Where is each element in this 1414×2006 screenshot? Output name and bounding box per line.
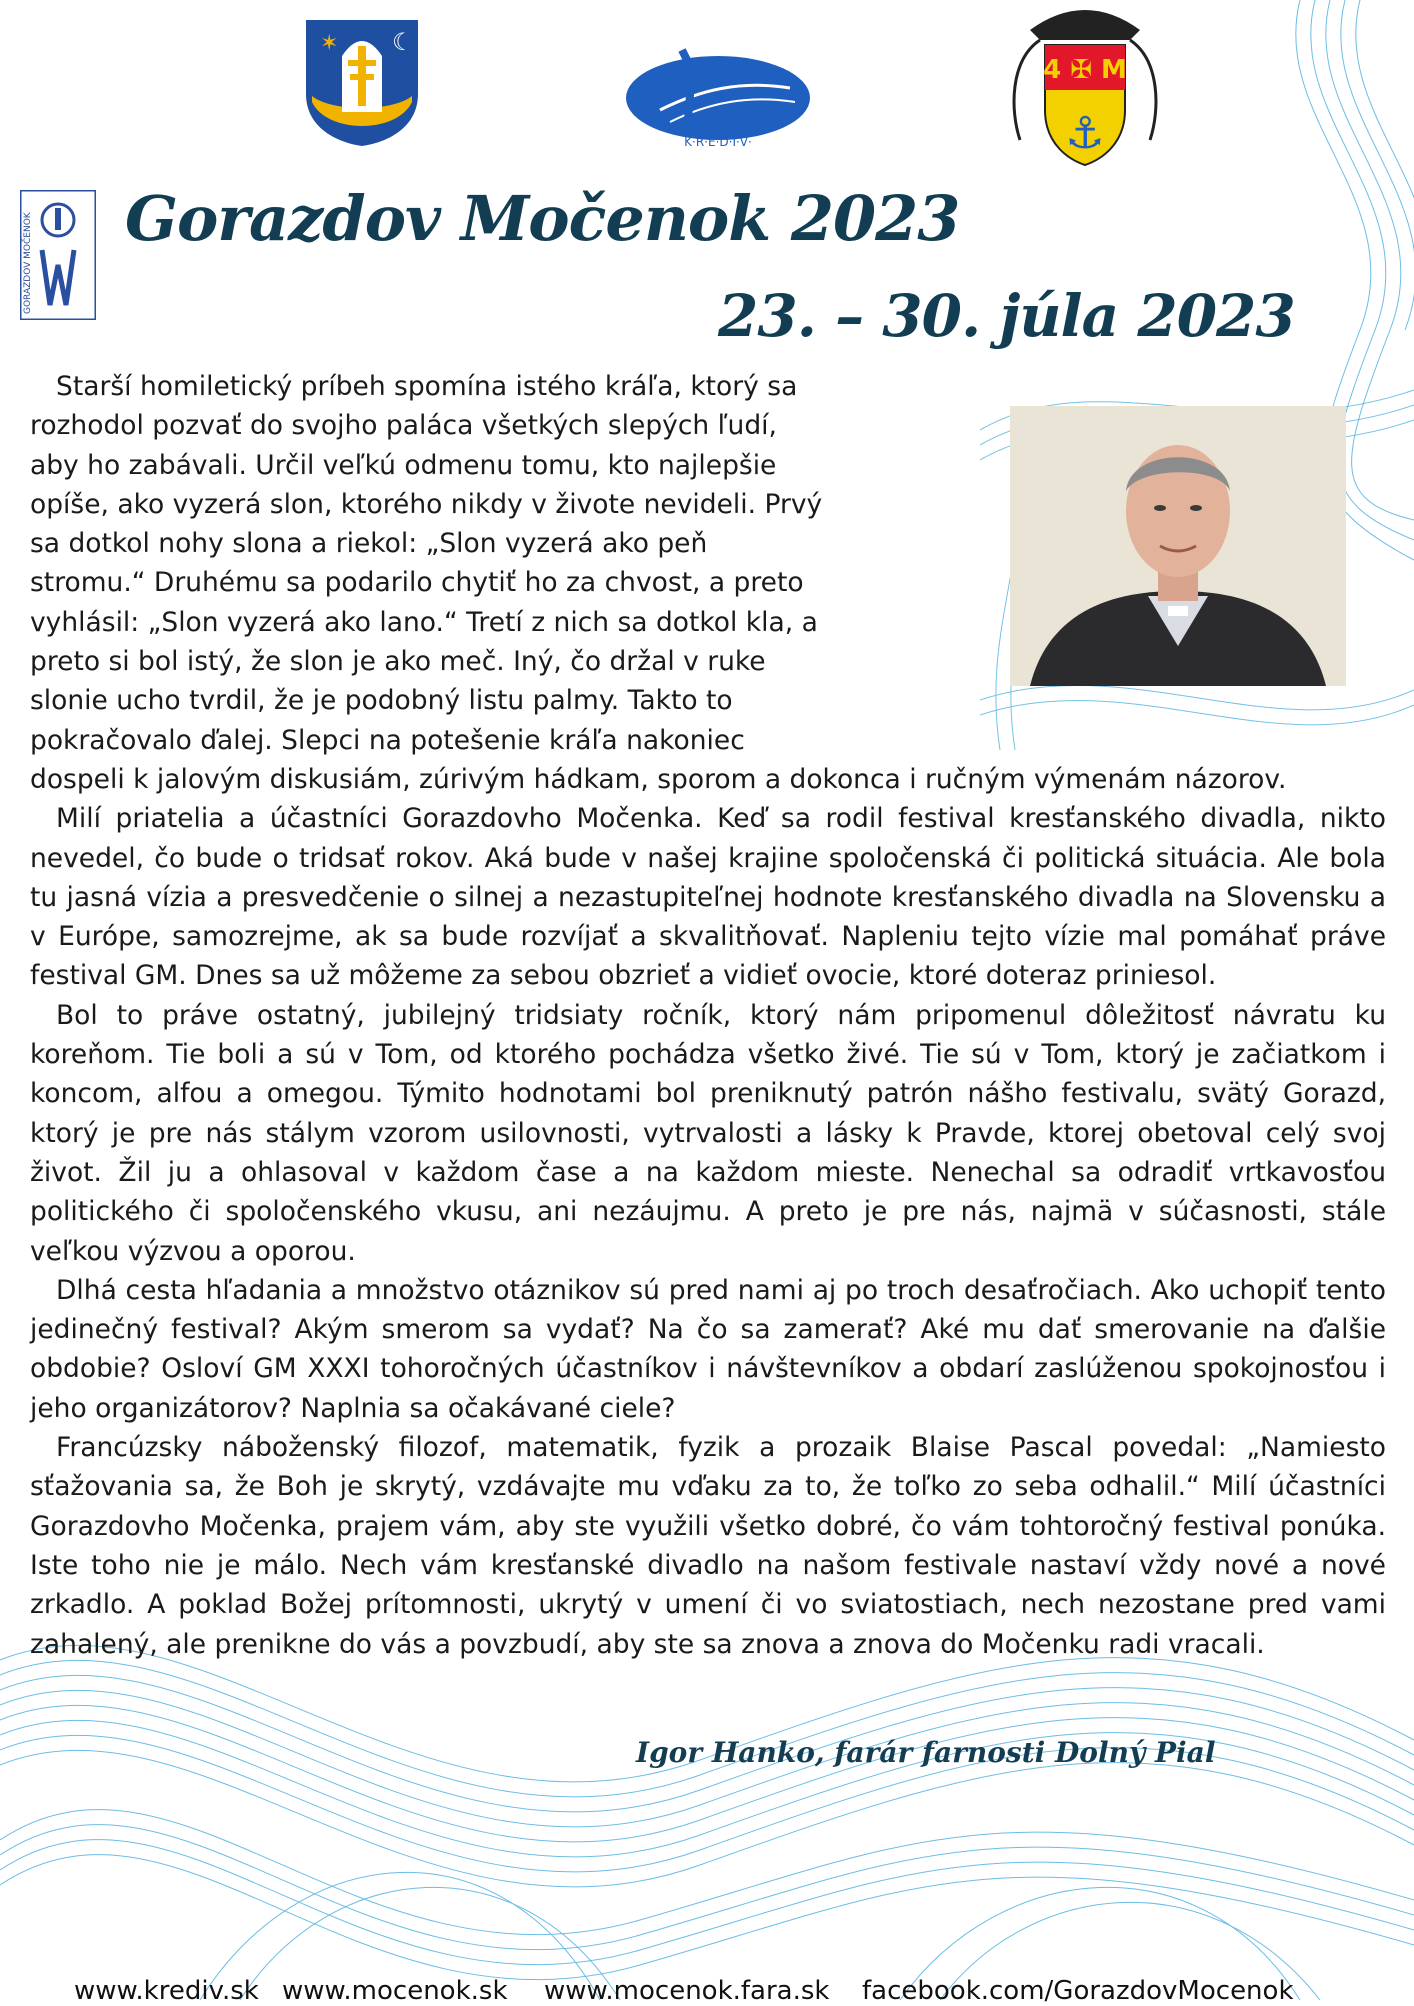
parish-crest-logo: [1000, 0, 1170, 170]
parish-crest-text: 4 ✠ M: [1043, 55, 1127, 85]
svg-text:⚓: ⚓: [1065, 108, 1105, 159]
article-paragraph: Bol to práve ostatný, jubilejný tridsiaty ročník, ktorý nám pripomenul dôležitosť návratu ku koreňom. Tie boli a sú v Tom, od ktorého pochádza všetko živé. Tie sú v Tom, ktorý je začiatkom i koncom, alfou a omegou. Týmito hodnotami bol preniknutý patrón nášho festivalu, svätý Gorazd, ktorý je pre nás stálym vzorom usilovnosti, vytrvalosti a lásky k Pravde, ktorej obetoval celý svoj život. Žil ju a ohlasoval v každom čase a na každom mieste. Nenechal sa odradiť vrtkavosťou politického či spoločenského vkusu, ani nezáujmu. A preto je pre nás, najmä v súčasnosti, stále veľkou výzvou a oporou.: [30, 999, 1386, 1267]
gorazdov-mocenok-logo: [20, 190, 96, 320]
krediv-logo: [620, 40, 816, 150]
festival-dates: 23. – 30. júla 2023: [718, 282, 1295, 350]
gm-logo-text: GORAZDOV MOČENOK: [23, 212, 33, 314]
footer-link-krediv[interactable]: www.krediv.sk: [74, 1976, 259, 2006]
mocenok-coat-of-arms-logo: [302, 16, 422, 148]
photo-spacer: [826, 367, 1386, 737]
author-signature: Igor Hanko, farár farnosti Dolný Pial: [636, 1736, 1216, 1769]
svg-text:☾: ☾: [392, 28, 414, 56]
footer-link-facebook[interactable]: facebook.com/GorazdovMocenok: [862, 1976, 1294, 2006]
page-title: Gorazdov Močenok 2023: [125, 182, 960, 255]
article-paragraph: Francúzsky náboženský filozof, matematik, fyzik a prozaik Blaise Pascal povedal: „Namiesto sťažovania sa, že Boh je skrytý, vzdávajte mu vďaku za to, že toľko zo seba odhalil.“ Milí účastníci Gorazdovho Močenka, prajem vám, aby ste využili všetko dobré, čo vám tohtoročný festival ponúka. Iste toho nie je málo. Nech vám kresťanské divadlo na našom festivale nastaví vždy nové a nové zrkadlo. A poklad Božej prítomnosti, ukrytý v umení či vo sviatostiach, nech nezostane pred vami zahalený, ale prenikne do vás a povzbudí, aby ste sa znova a znova do Močenku radi vracali.: [30, 1432, 1386, 1660]
article-paragraph: Milí priatelia a účastníci Gorazdovho Močenka. Keď sa rodil festival kresťanského divadla, nikto nevedel, čo bude o tridsať rokov. Aká bude v našej krajine spoločenská či politická situácia. Ale bola tu jasná vízia a presvedčenie o silnej a nezastupiteľnej hodnote kresťanského divadla na Slovensku a v Európe, samozrejme, ak sa bude rozvíjať a skvalitňovať. Napleniu tejto vízie mal pomáhať práve festival GM. Dnes sa už môžeme za sebou obzrieť a vidieť ovocie, ktoré doteraz priniesol.: [30, 803, 1386, 992]
svg-text:✶: ✶: [320, 31, 339, 56]
footer-link-mocenok-fara[interactable]: www.mocenok.fara.sk: [544, 1976, 830, 2006]
article-body: [30, 367, 1386, 1664]
article-paragraph: Starší homiletický príbeh spomína istého kráľa, ktorý sa rozhodol pozvať do svojho paláca všetkých slepých ľudí, aby ho zabávali. Určil veľkú odmenu tomu, kto najlepšie opíše, ako vyzerá slon, ktorého nikdy v živote nevideli. Prvý sa dotkol nohy slona a riekol: „Slon vyzerá ako peň stromu.“ Druhému sa podarilo chytiť ho za chvost, a preto vyhlásil: „Slon vyzerá ako lano.“ Tretí z nich sa dotkol kla, a preto si bol istý, že slon je ako meč. Iný, čo držal v ruke slonie ucho tvrdil, že je podobný listu palmy. Takto to pokračovalo ďalej. Slepci na potešenie kráľa nakoniec dospeli k jalovým diskusiám, zúrivým hádkam, sporom a dokonca i ručným výmenám názorov.: [30, 371, 1287, 795]
footer-link-mocenok[interactable]: www.mocenok.sk: [282, 1976, 508, 2006]
article-paragraph: Dlhá cesta hľadania a množstvo otáznikov sú pred nami aj po troch desaťročiach. Ako uchopiť tento jedinečný festival? Akým smerom sa vydať? Na čo sa zamerať? Aké mu dať smerovanie na ďalšie obdobie? Osloví GM XXXI tohoročných účastníkov i návštevníkov a obdarí zaslúženou spokojnosťou i jeho organizátorov? Naplnia sa očakávané ciele?: [30, 1274, 1386, 1424]
krediv-logo-text: K·R·E·D·I·V·: [684, 135, 752, 149]
